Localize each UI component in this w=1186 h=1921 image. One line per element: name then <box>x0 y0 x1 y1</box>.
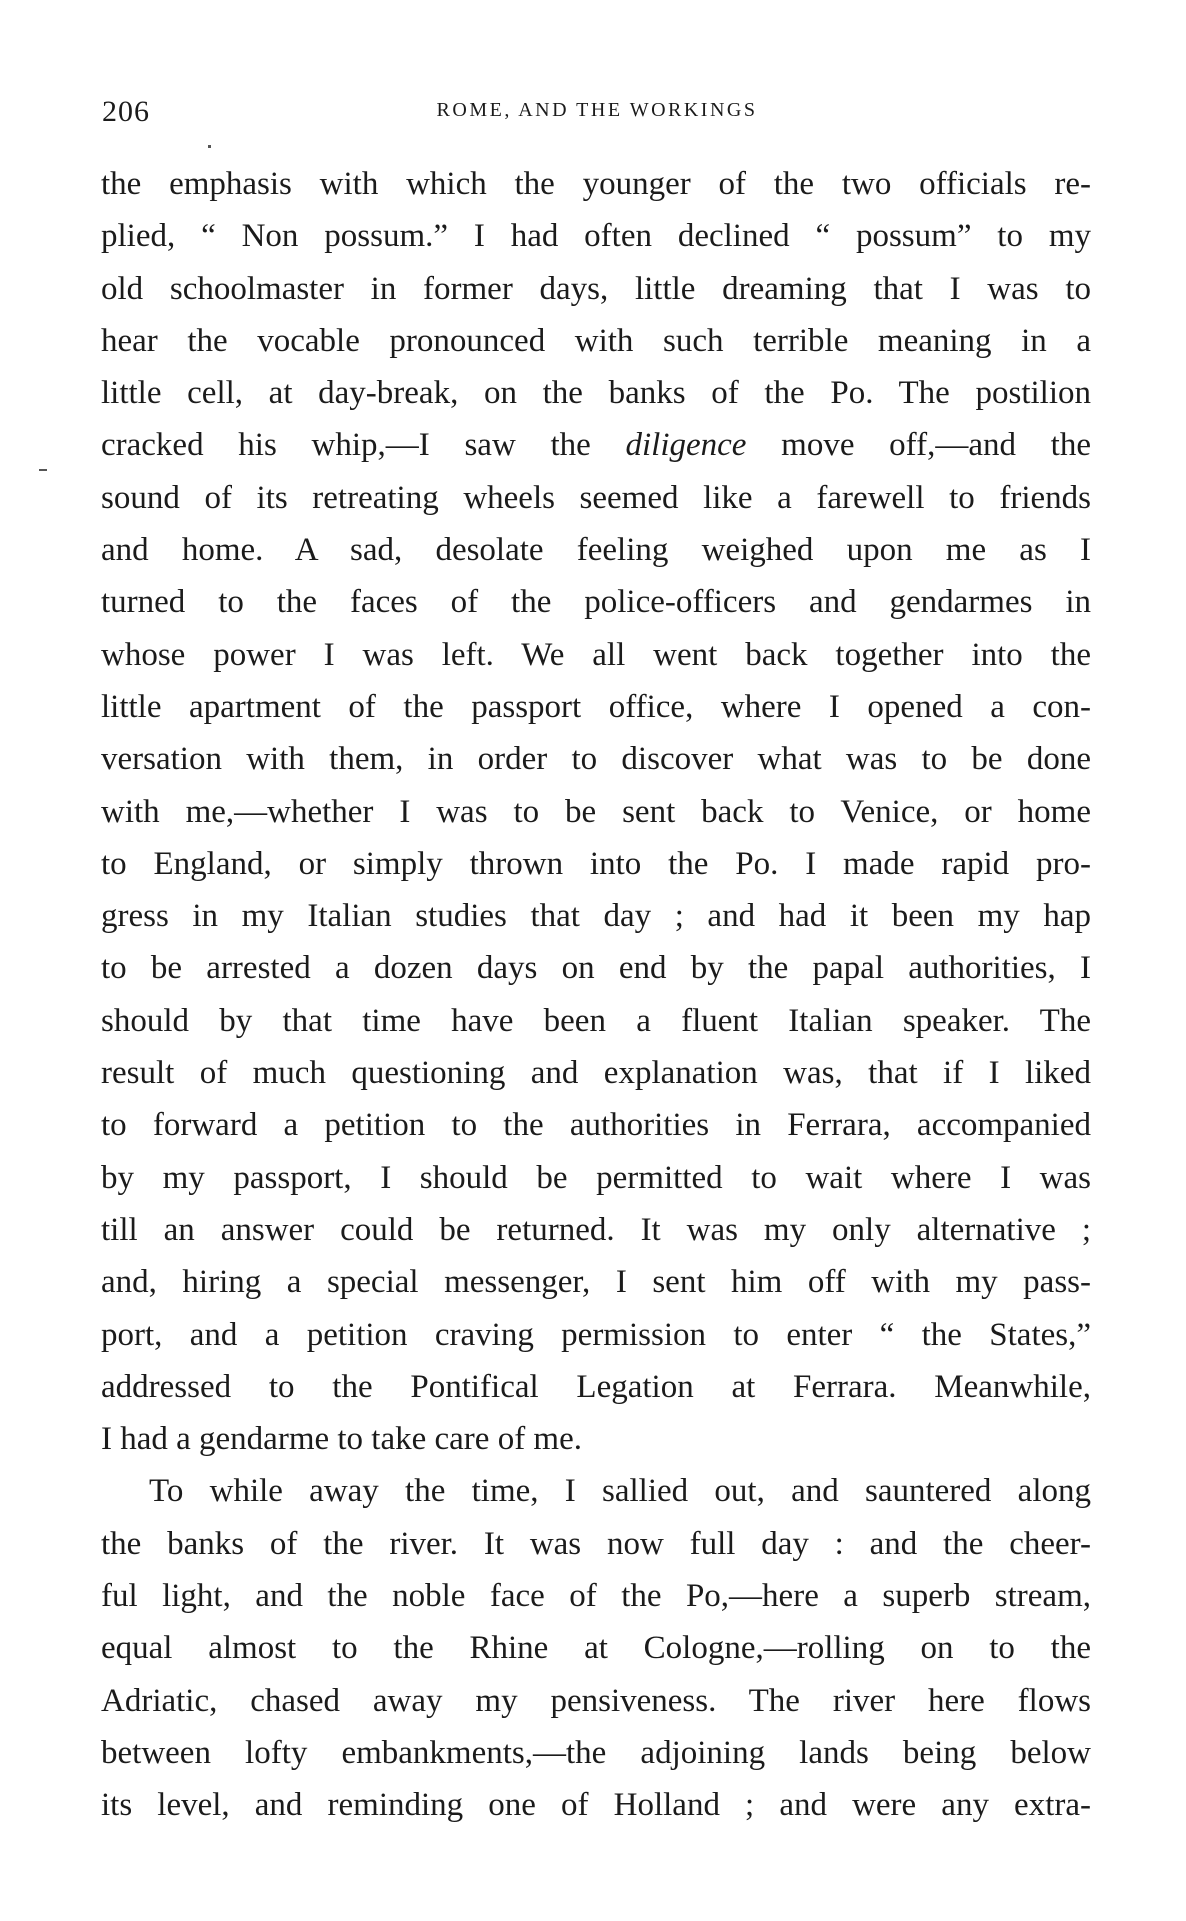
text-line: plied, “ Non possum.” I had often declined “ possum” to my <box>101 218 1091 255</box>
text-line: the emphasis with which the younger of the two officials re- <box>101 166 1091 202</box>
page-number: 206 <box>102 95 150 128</box>
text-line: its level, and reminding one of Holland ; and were any extra- <box>101 1787 1091 1824</box>
text-line: should by that time have been a fluent Italian speaker. The <box>101 1002 1091 1039</box>
italic-word: diligence <box>625 427 747 464</box>
paragraph <box>101 1465 1091 1831</box>
text-line: the banks of the river. It was now full day : and the cheer- <box>101 1525 1091 1562</box>
text-line: to England, or simply thrown into the Po. I made rapid pro- <box>101 845 1091 882</box>
text-line: gress in my Italian studies that day ; and had it been my hap <box>101 898 1091 935</box>
text-line: result of much questioning and explanation was, that if I liked <box>101 1055 1091 1092</box>
text-line: with me,—whether I was to be sent back to Venice, or home <box>101 793 1091 830</box>
text-line: whose power I was left. We all went back together into the <box>101 636 1091 673</box>
stray-mark <box>208 145 211 148</box>
text-line: equal almost to the Rhine at Cologne,—rolling on to the <box>101 1630 1091 1667</box>
stray-mark <box>39 469 47 471</box>
text-line: between lofty embankments,—the adjoining lands being below <box>101 1734 1091 1771</box>
text-line: cracked his whip,—I saw the diligence move off,—and the <box>101 427 1091 464</box>
text-line: turned to the faces of the police-officers and gendarmes in <box>101 584 1091 621</box>
body-text <box>101 158 1091 1832</box>
text-line: To while away the time, I sallied out, and sauntered along <box>149 1473 1091 1510</box>
text-line: ful light, and the noble face of the Po,—here a superb stream, <box>101 1578 1091 1615</box>
text-line: to forward a petition to the authorities in Ferrara, accompanied <box>101 1107 1091 1144</box>
text-line: versation with them, in order to discover what was to be done <box>101 741 1091 778</box>
text-line: addressed to the Pontifical Legation at Ferrara. Meanwhile, <box>101 1368 1091 1405</box>
text-line: and, hiring a special messenger, I sent him off with my pass- <box>101 1264 1091 1301</box>
text-line: to be arrested a dozen days on end by the papal authorities, I <box>101 950 1091 987</box>
text-line: hear the vocable pronounced with such terrible meaning in a <box>101 322 1091 359</box>
text-line: little apartment of the passport office, where I opened a con- <box>101 688 1091 725</box>
text-line: I had a gendarme to take care of me. <box>101 1421 582 1458</box>
text-line: till an answer could be returned. It was my only alternative ; <box>101 1211 1091 1248</box>
paragraph <box>101 158 1091 1465</box>
text-line: old schoolmaster in former days, little dreaming that I was to <box>101 270 1091 307</box>
text-line: by my passport, I should be permitted to wait where I was <box>101 1159 1091 1196</box>
running-head: ROME, AND THE WORKINGS <box>436 99 758 121</box>
text-line: little cell, at day-break, on the banks of the Po. The postilion <box>101 375 1091 412</box>
text-line: Adriatic, chased away my pensiveness. The river here flows <box>101 1682 1091 1719</box>
text-line: port, and a petition craving permission to enter “ the States,” <box>101 1316 1091 1353</box>
text-line: and home. A sad, desolate feeling weighed upon me as I <box>101 532 1091 569</box>
page-header <box>102 95 1092 135</box>
text-line: sound of its retreating wheels seemed like a farewell to friends <box>101 479 1091 516</box>
